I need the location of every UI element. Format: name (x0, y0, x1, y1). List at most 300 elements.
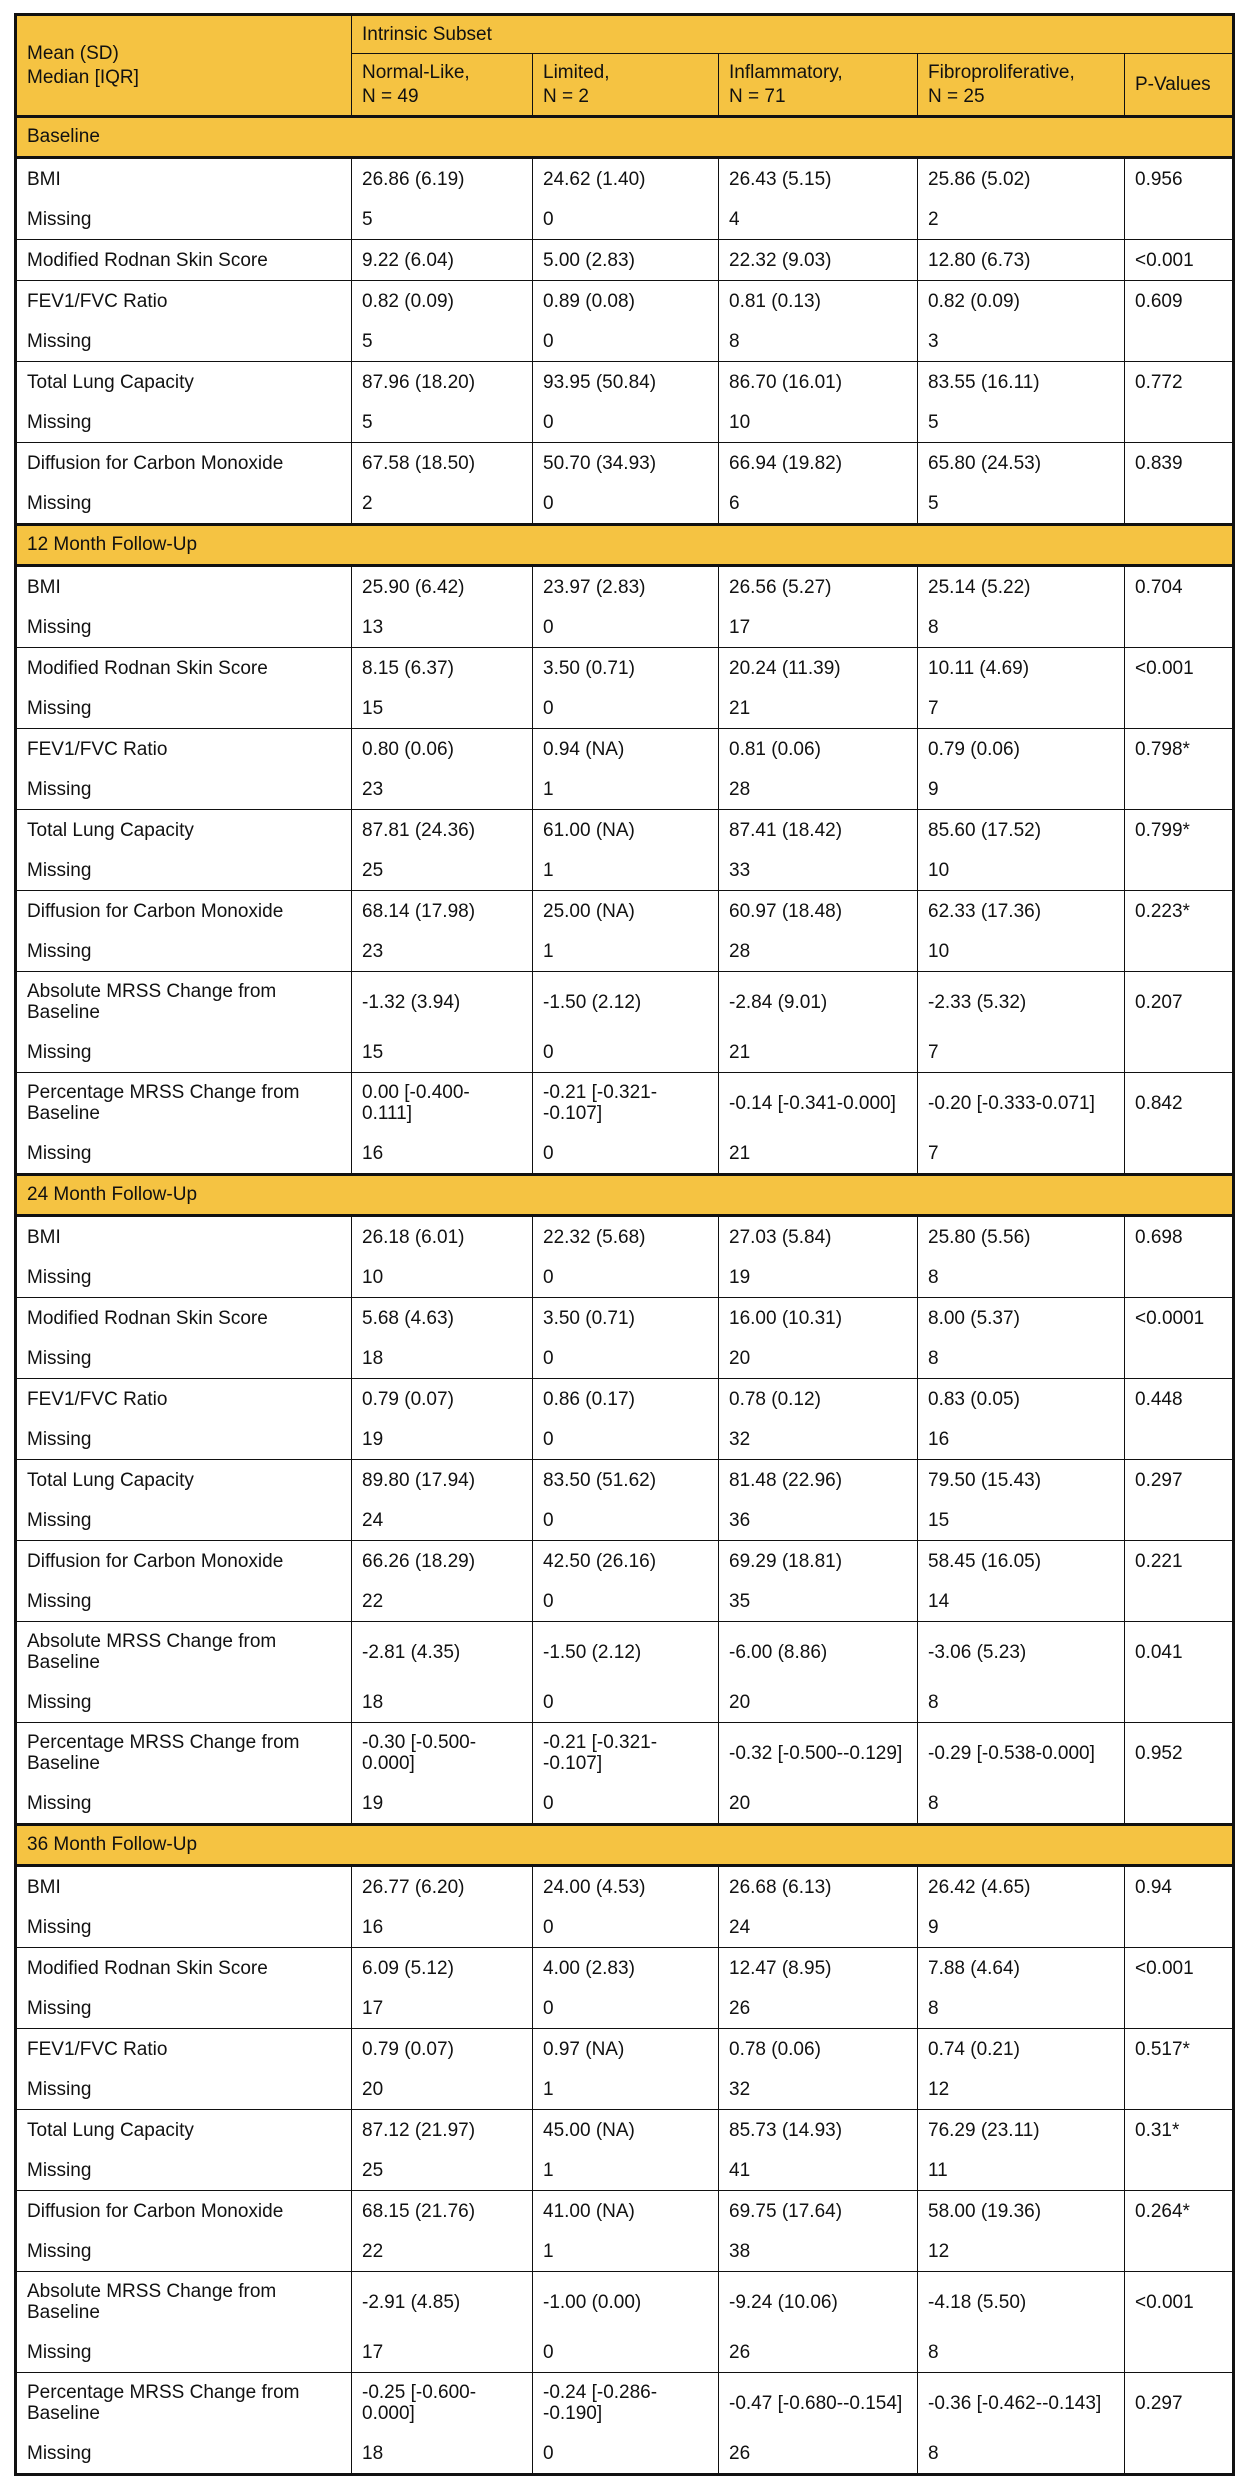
value-cell: -9.24 (10.06) (718, 2272, 917, 2332)
missing-count-cell: 2 (351, 483, 532, 523)
missing-label: Missing (27, 1509, 92, 1531)
value-cell: 25.80 (5.56) (917, 1217, 1124, 1257)
missing-count-cell: 0 (532, 1682, 718, 1722)
value-cell: 68.14 (17.98) (351, 891, 532, 931)
missing-count-cell: 0 (532, 1257, 718, 1297)
row-label: Modified Rodnan Skin Score (27, 657, 268, 679)
value-cell: 0.97 (NA) (532, 2029, 718, 2069)
missing-label: Missing (27, 1428, 92, 1450)
value-cell: 85.60 (17.52) (917, 810, 1124, 850)
missing-count-cell: 17 (351, 2332, 532, 2372)
table-row (17, 1073, 1232, 1173)
empty-cell (1124, 769, 1232, 809)
missing-label: Missing (27, 697, 92, 719)
empty-cell (1124, 321, 1232, 361)
column-header-inflammatory: Inflammatory, N = 71 (718, 54, 917, 115)
table-row (17, 2029, 1232, 2110)
missing-count-cell: 24 (718, 1907, 917, 1947)
value-cell: -3.06 (5.23) (917, 1622, 1124, 1682)
value-cell: 86.70 (16.01) (718, 362, 917, 402)
missing-count-cell: 23 (351, 931, 532, 971)
missing-count-cell: 25 (351, 850, 532, 890)
row-label: Percentage MRSS Change from Baseline (27, 2382, 300, 2424)
row-label: Modified Rodnan Skin Score (27, 249, 268, 271)
missing-count-cell: 8 (917, 607, 1124, 647)
empty-cell (1124, 1907, 1232, 1947)
table-row (17, 810, 1232, 891)
missing-count-cell: 28 (718, 931, 917, 971)
p-value-cell: 0.609 (1124, 281, 1232, 321)
table-row (17, 1622, 1232, 1723)
value-cell: 42.50 (26.16) (532, 1541, 718, 1581)
table-row (17, 1723, 1232, 1823)
missing-count-cell: 22 (351, 1581, 532, 1621)
p-value-cell: <0.001 (1124, 240, 1232, 280)
p-value-cell: <0.001 (1124, 1948, 1232, 1988)
p-value-cell: 0.956 (1124, 159, 1232, 199)
missing-count-cell: 0 (532, 321, 718, 361)
row-label: Absolute MRSS Change from Baseline (27, 1631, 277, 1673)
empty-cell (1124, 1988, 1232, 2028)
missing-label: Missing (27, 1266, 92, 1288)
p-value-cell: 0.207 (1124, 972, 1232, 1032)
value-cell: -0.32 [-0.500--0.129] (718, 1723, 917, 1783)
p-value-cell: 0.31* (1124, 2110, 1232, 2150)
value-cell: 0.00 [-0.400-0.111] (351, 1073, 532, 1133)
missing-count-cell: 9 (917, 769, 1124, 809)
value-cell: -4.18 (5.50) (917, 2272, 1124, 2332)
missing-count-cell: 8 (917, 1682, 1124, 1722)
row-label: Total Lung Capacity (27, 371, 194, 393)
missing-count-cell: 0 (532, 199, 718, 239)
missing-count-cell: 8 (917, 2332, 1124, 2372)
p-value-cell: 0.842 (1124, 1073, 1232, 1133)
table-header (17, 16, 1232, 118)
section-header: 24 Month Follow-Up (17, 1173, 1232, 1217)
missing-count-cell: 20 (718, 1338, 917, 1378)
value-cell: 85.73 (14.93) (718, 2110, 917, 2150)
row-label: FEV1/FVC Ratio (27, 738, 168, 760)
value-cell: 60.97 (18.48) (718, 891, 917, 931)
missing-label: Missing (27, 1142, 92, 1164)
p-value-cell: <0.0001 (1124, 1298, 1232, 1338)
value-cell: 6.09 (5.12) (351, 1948, 532, 1988)
table-row (17, 567, 1232, 648)
row-label: FEV1/FVC Ratio (27, 290, 168, 312)
table-row (17, 443, 1232, 523)
value-cell: -0.36 [-0.462--0.143] (917, 2373, 1124, 2433)
value-cell: 7.88 (4.64) (917, 1948, 1124, 1988)
missing-count-cell: 32 (718, 2069, 917, 2109)
value-cell: 26.68 (6.13) (718, 1867, 917, 1907)
missing-count-cell: 0 (532, 2433, 718, 2473)
section-header: Baseline (17, 118, 1232, 159)
value-cell: -0.24 [-0.286--0.190] (532, 2373, 718, 2433)
value-cell: 27.03 (5.84) (718, 1217, 917, 1257)
value-cell: -0.30 [-0.500-0.000] (351, 1723, 532, 1783)
missing-count-cell: 0 (532, 1133, 718, 1173)
value-cell: 3.50 (0.71) (532, 1298, 718, 1338)
missing-count-cell: 18 (351, 1682, 532, 1722)
table-row (17, 648, 1232, 729)
value-cell: 0.79 (0.07) (351, 1379, 532, 1419)
missing-count-cell: 5 (351, 321, 532, 361)
missing-label: Missing (27, 1590, 92, 1612)
p-value-cell: 0.798* (1124, 729, 1232, 769)
value-cell: 0.81 (0.13) (718, 281, 917, 321)
missing-label: Missing (27, 330, 92, 352)
missing-count-cell: 26 (718, 1988, 917, 2028)
missing-count-cell: 18 (351, 2433, 532, 2473)
row-label: FEV1/FVC Ratio (27, 2038, 168, 2060)
value-cell: 8.15 (6.37) (351, 648, 532, 688)
missing-count-cell: 21 (718, 1032, 917, 1072)
value-cell: 41.00 (NA) (532, 2191, 718, 2231)
value-cell: 0.86 (0.17) (532, 1379, 718, 1419)
missing-count-cell: 0 (532, 402, 718, 442)
value-cell: 87.12 (21.97) (351, 2110, 532, 2150)
missing-label: Missing (27, 1792, 92, 1814)
table-row (17, 240, 1232, 281)
p-value-cell: 0.221 (1124, 1541, 1232, 1581)
p-value-cell: 0.448 (1124, 1379, 1232, 1419)
empty-cell (1124, 199, 1232, 239)
missing-count-cell: 2 (917, 199, 1124, 239)
value-cell: 0.80 (0.06) (351, 729, 532, 769)
missing-count-cell: 7 (917, 688, 1124, 728)
table-row (17, 1948, 1232, 2029)
empty-cell (1124, 2231, 1232, 2271)
value-cell: 12.47 (8.95) (718, 1948, 917, 1988)
empty-cell (1124, 1783, 1232, 1823)
empty-cell (1124, 688, 1232, 728)
missing-count-cell: 11 (917, 2150, 1124, 2190)
missing-count-cell: 0 (532, 1338, 718, 1378)
p-value-cell: 0.264* (1124, 2191, 1232, 2231)
empty-cell (1124, 1581, 1232, 1621)
missing-label: Missing (27, 940, 92, 962)
value-cell: 24.62 (1.40) (532, 159, 718, 199)
missing-count-cell: 0 (532, 483, 718, 523)
row-label: BMI (27, 1876, 61, 1898)
missing-count-cell: 7 (917, 1133, 1124, 1173)
value-cell: 24.00 (4.53) (532, 1867, 718, 1907)
empty-cell (1124, 931, 1232, 971)
value-cell: 87.96 (18.20) (351, 362, 532, 402)
missing-count-cell: 16 (351, 1133, 532, 1173)
missing-count-cell: 18 (351, 1338, 532, 1378)
missing-label: Missing (27, 411, 92, 433)
missing-count-cell: 10 (917, 850, 1124, 890)
missing-count-cell: 15 (917, 1500, 1124, 1540)
p-value-cell: 0.041 (1124, 1622, 1232, 1682)
missing-count-cell: 1 (532, 2150, 718, 2190)
corner-label: Mean (SD) Median [IQR] (27, 42, 139, 88)
missing-label: Missing (27, 2442, 92, 2464)
missing-label: Missing (27, 2240, 92, 2262)
value-cell: 22.32 (9.03) (718, 240, 917, 280)
value-cell: 26.42 (4.65) (917, 1867, 1124, 1907)
value-cell: 0.81 (0.06) (718, 729, 917, 769)
value-cell: 69.29 (18.81) (718, 1541, 917, 1581)
p-value-cell: 0.517* (1124, 2029, 1232, 2069)
missing-count-cell: 25 (351, 2150, 532, 2190)
row-label: Absolute MRSS Change from Baseline (27, 981, 277, 1023)
missing-count-cell: 17 (718, 607, 917, 647)
value-cell: 45.00 (NA) (532, 2110, 718, 2150)
value-cell: 89.80 (17.94) (351, 1460, 532, 1500)
column-header-fibroproliferative: Fibroproliferative, N = 25 (917, 54, 1124, 115)
value-cell: 65.80 (24.53) (917, 443, 1124, 483)
empty-cell (1124, 2433, 1232, 2473)
value-cell: 25.00 (NA) (532, 891, 718, 931)
section-header: 36 Month Follow-Up (17, 1823, 1232, 1867)
table-row (17, 281, 1232, 362)
p-value-cell: 0.799* (1124, 810, 1232, 850)
value-cell: 10.11 (4.69) (917, 648, 1124, 688)
empty-cell (1124, 1257, 1232, 1297)
p-value-cell: 0.94 (1124, 1867, 1232, 1907)
missing-count-cell: 5 (917, 483, 1124, 523)
empty-cell (1124, 1032, 1232, 1072)
table-row (17, 1541, 1232, 1622)
value-cell: 5.00 (2.83) (532, 240, 718, 280)
table-row (17, 2191, 1232, 2272)
missing-count-cell: 5 (917, 402, 1124, 442)
row-label: Percentage MRSS Change from Baseline (27, 1732, 300, 1774)
value-cell: 3.50 (0.71) (532, 648, 718, 688)
p-value-cell: 0.223* (1124, 891, 1232, 931)
value-cell: 26.43 (5.15) (718, 159, 917, 199)
value-cell: -0.29 [-0.538-0.000] (917, 1723, 1124, 1783)
table-row (17, 729, 1232, 810)
empty-cell (1124, 1133, 1232, 1173)
missing-count-cell: 8 (718, 321, 917, 361)
value-cell: 8.00 (5.37) (917, 1298, 1124, 1338)
row-label: Diffusion for Carbon Monoxide (27, 1550, 284, 1572)
value-cell: 16.00 (10.31) (718, 1298, 917, 1338)
p-value-cell: 0.297 (1124, 2373, 1232, 2433)
value-cell: 0.74 (0.21) (917, 2029, 1124, 2069)
value-cell: 66.26 (18.29) (351, 1541, 532, 1581)
empty-cell (1124, 607, 1232, 647)
missing-count-cell: 28 (718, 769, 917, 809)
value-cell: 0.83 (0.05) (917, 1379, 1124, 1419)
missing-count-cell: 36 (718, 1500, 917, 1540)
missing-label: Missing (27, 1041, 92, 1063)
value-cell: 5.68 (4.63) (351, 1298, 532, 1338)
table-row (17, 1379, 1232, 1460)
missing-count-cell: 35 (718, 1581, 917, 1621)
missing-label: Missing (27, 2341, 92, 2363)
row-label: Diffusion for Carbon Monoxide (27, 900, 284, 922)
value-cell: 12.80 (6.73) (917, 240, 1124, 280)
value-cell: -1.50 (2.12) (532, 1622, 718, 1682)
value-cell: 83.50 (51.62) (532, 1460, 718, 1500)
missing-count-cell: 20 (718, 1682, 917, 1722)
p-value-cell: 0.297 (1124, 1460, 1232, 1500)
value-cell: 0.79 (0.06) (917, 729, 1124, 769)
missing-count-cell: 10 (718, 402, 917, 442)
p-value-cell: 0.839 (1124, 443, 1232, 483)
table-row (17, 362, 1232, 443)
missing-count-cell: 8 (917, 2433, 1124, 2473)
missing-label: Missing (27, 492, 92, 514)
missing-count-cell: 1 (532, 2069, 718, 2109)
missing-count-cell: 0 (532, 1581, 718, 1621)
value-cell: -0.25 [-0.600-0.000] (351, 2373, 532, 2433)
value-cell: 62.33 (17.36) (917, 891, 1124, 931)
value-cell: -1.00 (0.00) (532, 2272, 718, 2332)
value-cell: -2.84 (9.01) (718, 972, 917, 1032)
intrinsic-subset-header: Intrinsic Subset (351, 16, 1232, 54)
row-label: BMI (27, 168, 61, 190)
value-cell: 0.82 (0.09) (917, 281, 1124, 321)
p-value-cell: <0.001 (1124, 2272, 1232, 2332)
value-cell: 81.48 (22.96) (718, 1460, 917, 1500)
value-cell: 0.82 (0.09) (351, 281, 532, 321)
row-label: Total Lung Capacity (27, 2119, 194, 2141)
table-row (17, 159, 1232, 240)
missing-count-cell: 14 (917, 1581, 1124, 1621)
missing-count-cell: 7 (917, 1032, 1124, 1072)
value-cell: 87.81 (24.36) (351, 810, 532, 850)
missing-count-cell: 38 (718, 2231, 917, 2271)
value-cell: 66.94 (19.82) (718, 443, 917, 483)
value-cell: -0.47 [-0.680--0.154] (718, 2373, 917, 2433)
empty-cell (1124, 1500, 1232, 1540)
missing-count-cell: 1 (532, 850, 718, 890)
missing-count-cell: 1 (532, 769, 718, 809)
p-value-cell: 0.698 (1124, 1217, 1232, 1257)
value-cell: 20.24 (11.39) (718, 648, 917, 688)
value-cell: -2.81 (4.35) (351, 1622, 532, 1682)
table-row (17, 1460, 1232, 1541)
table-row (17, 891, 1232, 972)
value-cell: 68.15 (21.76) (351, 2191, 532, 2231)
missing-count-cell: 8 (917, 1988, 1124, 2028)
value-cell: 0.94 (NA) (532, 729, 718, 769)
empty-cell (1124, 1419, 1232, 1459)
value-cell: 0.78 (0.06) (718, 2029, 917, 2069)
value-cell: 61.00 (NA) (532, 810, 718, 850)
row-label: BMI (27, 576, 61, 598)
missing-count-cell: 19 (351, 1783, 532, 1823)
missing-count-cell: 20 (351, 2069, 532, 2109)
missing-label: Missing (27, 778, 92, 800)
table-row (17, 2110, 1232, 2191)
empty-cell (1124, 1338, 1232, 1378)
value-cell: 67.58 (18.50) (351, 443, 532, 483)
missing-count-cell: 12 (917, 2069, 1124, 2109)
value-cell: 79.50 (15.43) (917, 1460, 1124, 1500)
empty-cell (1124, 2150, 1232, 2190)
missing-count-cell: 1 (532, 2231, 718, 2271)
missing-label: Missing (27, 859, 92, 881)
missing-count-cell: 0 (532, 1783, 718, 1823)
column-header-limited: Limited, N = 2 (532, 54, 718, 115)
missing-count-cell: 9 (917, 1907, 1124, 1947)
missing-count-cell: 3 (917, 321, 1124, 361)
value-cell: -0.21 [-0.321--0.107] (532, 1723, 718, 1783)
value-cell: 25.86 (5.02) (917, 159, 1124, 199)
value-cell: -2.91 (4.85) (351, 2272, 532, 2332)
value-cell: 26.86 (6.19) (351, 159, 532, 199)
results-table (14, 13, 1235, 2476)
row-label: Total Lung Capacity (27, 819, 194, 841)
table-row (17, 1298, 1232, 1379)
value-cell: 87.41 (18.42) (718, 810, 917, 850)
value-cell: -6.00 (8.86) (718, 1622, 917, 1682)
missing-count-cell: 10 (351, 1257, 532, 1297)
missing-count-cell: 1 (532, 931, 718, 971)
missing-count-cell: 15 (351, 1032, 532, 1072)
missing-count-cell: 12 (917, 2231, 1124, 2271)
p-value-cell: 0.772 (1124, 362, 1232, 402)
value-cell: 0.78 (0.12) (718, 1379, 917, 1419)
value-cell: 58.45 (16.05) (917, 1541, 1124, 1581)
empty-cell (1124, 483, 1232, 523)
missing-count-cell: 19 (718, 1257, 917, 1297)
value-cell: 22.32 (5.68) (532, 1217, 718, 1257)
missing-count-cell: 13 (351, 607, 532, 647)
missing-count-cell: 24 (351, 1500, 532, 1540)
missing-label: Missing (27, 1691, 92, 1713)
p-value-cell: <0.001 (1124, 648, 1232, 688)
p-value-cell: 0.704 (1124, 567, 1232, 607)
missing-count-cell: 33 (718, 850, 917, 890)
empty-cell (1124, 1682, 1232, 1722)
missing-count-cell: 21 (718, 688, 917, 728)
missing-label: Missing (27, 2159, 92, 2181)
missing-count-cell: 0 (532, 1907, 718, 1947)
missing-count-cell: 5 (351, 402, 532, 442)
row-label: Modified Rodnan Skin Score (27, 1307, 268, 1329)
missing-count-cell: 32 (718, 1419, 917, 1459)
missing-count-cell: 4 (718, 199, 917, 239)
value-cell: -1.50 (2.12) (532, 972, 718, 1032)
missing-count-cell: 16 (351, 1907, 532, 1947)
value-cell: 69.75 (17.64) (718, 2191, 917, 2231)
value-cell: 4.00 (2.83) (532, 1948, 718, 1988)
missing-count-cell: 19 (351, 1419, 532, 1459)
value-cell: 25.90 (6.42) (351, 567, 532, 607)
row-label: FEV1/FVC Ratio (27, 1388, 168, 1410)
missing-count-cell: 8 (917, 1783, 1124, 1823)
row-label: Diffusion for Carbon Monoxide (27, 2200, 284, 2222)
missing-count-cell: 0 (532, 1500, 718, 1540)
missing-count-cell: 0 (532, 1419, 718, 1459)
section-header: 12 Month Follow-Up (17, 523, 1232, 567)
value-cell: -0.14 [-0.341-0.000] (718, 1073, 917, 1133)
missing-count-cell: 17 (351, 1988, 532, 2028)
missing-label: Missing (27, 1347, 92, 1369)
missing-count-cell: 20 (718, 1783, 917, 1823)
missing-count-cell: 0 (532, 688, 718, 728)
row-label: Diffusion for Carbon Monoxide (27, 452, 284, 474)
value-cell: 50.70 (34.93) (532, 443, 718, 483)
value-cell: 58.00 (19.36) (917, 2191, 1124, 2231)
row-label: Percentage MRSS Change from Baseline (27, 1082, 300, 1124)
empty-cell (1124, 850, 1232, 890)
table-row (17, 2373, 1232, 2473)
row-label: Modified Rodnan Skin Score (27, 1957, 268, 1979)
missing-count-cell: 0 (532, 2332, 718, 2372)
missing-label: Missing (27, 1997, 92, 2019)
missing-count-cell: 8 (917, 1257, 1124, 1297)
value-cell: 26.56 (5.27) (718, 567, 917, 607)
table-row (17, 2272, 1232, 2373)
